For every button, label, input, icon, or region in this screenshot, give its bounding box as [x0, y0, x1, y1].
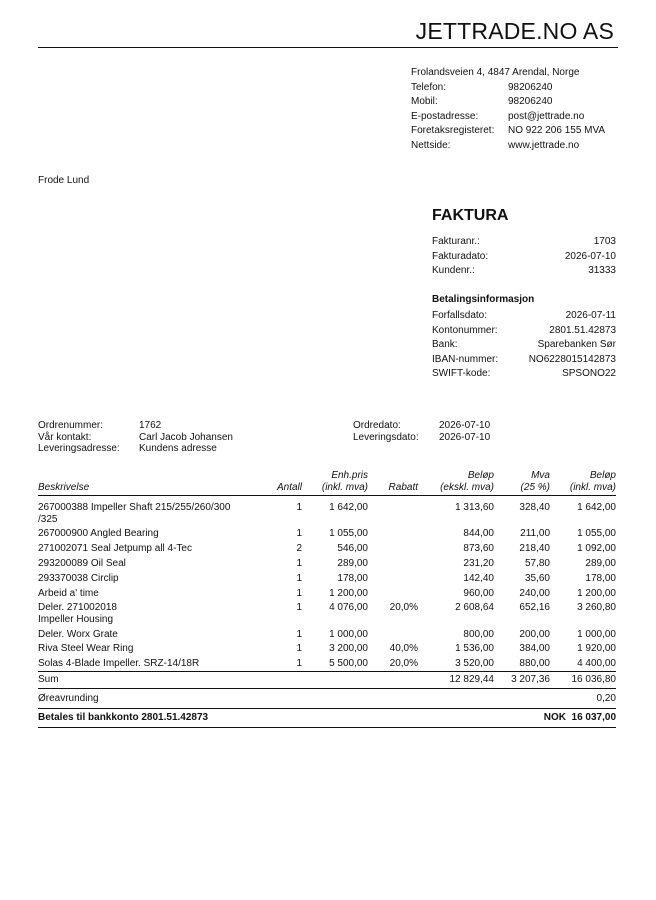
line-qty: 1: [296, 587, 302, 599]
header-unit-price: Enh.pris (inkl. mva): [302, 470, 368, 496]
line-vat: 57,80: [524, 557, 550, 569]
header-vat: Mva (25 %): [494, 470, 550, 496]
customer-name: Frode Lund: [38, 175, 90, 186]
payment-info-title: Betalingsinformasjon: [432, 294, 535, 305]
line-qty: 1: [296, 557, 302, 569]
company-address: Frolandsveien 4, 4847 Arendal, Norge: [411, 67, 580, 78]
line-amount-inc: 289,00: [585, 557, 616, 569]
line-discount: 20,0%: [389, 658, 418, 670]
line-amount-inc: 1 200,00: [577, 587, 616, 599]
line-vat: 652,16: [519, 602, 550, 614]
sum-row: Sum 12 829,44 3 207,36 16 036,80: [38, 672, 616, 688]
payment-fields: [432, 309, 616, 382]
line-unit-price: 289,00: [337, 557, 368, 569]
table-row: [38, 657, 616, 672]
line-vat: 880,00: [519, 658, 550, 670]
line-description: Solas 4-Blade Impeller. SRZ-14/18R: [38, 658, 200, 670]
line-qty: 2: [296, 543, 302, 555]
table-row: [38, 642, 616, 657]
line-description: Riva Steel Wear Ring: [38, 643, 134, 655]
line-amount-ex: 1 313,60: [455, 502, 494, 513]
line-description: Deler. 271002018 Impeller Housing: [38, 602, 117, 625]
line-discount: [368, 556, 418, 571]
line-description: 271002071 Seal Jetpump all 4-Tec: [38, 543, 192, 555]
company-phone: Telefon: 98206240: [411, 81, 553, 93]
table-row: [38, 627, 616, 642]
line-amount-inc: 1 092,00: [577, 543, 616, 555]
line-vat: 35,60: [524, 572, 550, 584]
line-amount-ex: 844,00: [463, 528, 494, 540]
header-divider: [38, 47, 618, 48]
total-row: Betales til bankkonto 2801.51.42873 NOK 16 037,00: [38, 709, 616, 728]
line-qty: 1: [296, 528, 302, 540]
header-description: Beskrivelse: [38, 470, 266, 496]
order-info-right: [353, 420, 490, 443]
line-discount: [368, 496, 418, 527]
line-amount-ex: 142,40: [463, 572, 494, 584]
table-body: [38, 496, 616, 672]
line-unit-price: 3 200,00: [329, 643, 368, 655]
table-row: [38, 542, 616, 557]
line-description: 267000388 Impeller Shaft 215/255/260/300 /325: [38, 502, 231, 525]
line-amount-inc: 1 642,00: [577, 502, 616, 513]
table-row: [38, 586, 616, 601]
bank-name: Bank: Sparebanken Sør: [432, 339, 616, 351]
invoice-date: Fakturadato: 2026-07-10: [432, 250, 616, 262]
line-discount: [368, 571, 418, 586]
line-amount-ex: 231,20: [463, 557, 494, 569]
line-unit-price: 178,00: [337, 572, 368, 584]
invoice-lines-table: [38, 470, 616, 728]
line-description: 293200089 Oil Seal: [38, 557, 126, 569]
line-qty: 1: [296, 628, 302, 640]
order-date: Ordredato: 2026-07-10: [353, 420, 491, 431]
table-header-row: [38, 470, 616, 496]
line-amount-inc: 4 400,00: [577, 658, 616, 670]
line-vat: 211,00: [520, 528, 550, 540]
line-discount: [368, 627, 418, 642]
line-amount-ex: 3 520,00: [455, 658, 494, 670]
line-qty: 1: [296, 658, 302, 670]
header-amount-ex: Beløp (ekskl. mva): [418, 470, 494, 496]
invoice-fields: [432, 235, 616, 279]
rounding-row: Øreavrunding 0,20: [38, 688, 616, 709]
line-qty: 1: [296, 572, 302, 584]
company-mobile: Mobil: 98206240: [411, 96, 553, 107]
line-amount-inc: 1 000,00: [577, 628, 616, 640]
order-number: Ordrenummer: 1762: [38, 420, 162, 431]
line-amount-ex: 800,00: [463, 628, 494, 640]
line-qty: 1: [296, 602, 302, 614]
line-amount-ex: 2 608,64: [455, 602, 494, 614]
line-unit-price: 1 642,00: [329, 502, 368, 513]
line-vat: 200,00: [519, 628, 550, 640]
company-info: [411, 66, 626, 153]
line-amount-ex: 960,00: [463, 587, 494, 599]
company-email: E-postadresse: post@jettrade.no: [411, 110, 585, 122]
line-amount-inc: 178,00: [585, 572, 616, 584]
line-vat: 218,40: [519, 543, 550, 555]
line-amount-inc: 1 055,00: [577, 528, 616, 540]
line-unit-price: 1 055,00: [329, 528, 368, 540]
line-discount: [368, 542, 418, 557]
line-amount-ex: 873,60: [463, 543, 494, 555]
table-row: [38, 496, 616, 527]
delivery-address: Leveringsadresse: Kundens adresse: [38, 443, 217, 454]
line-description: Arbeid a' time: [38, 587, 99, 599]
line-qty: 1: [296, 502, 302, 513]
iban-number: IBAN-nummer: NO6228015142873: [432, 353, 616, 365]
line-discount: 40,0%: [389, 643, 418, 655]
order-info-left: [38, 420, 233, 455]
line-vat: 384,00: [519, 643, 550, 655]
line-qty: 1: [296, 643, 302, 655]
line-vat: 328,40: [519, 502, 550, 513]
line-unit-price: 546,00: [337, 543, 368, 555]
line-description: Deler. Worx Grate: [38, 628, 118, 640]
invoice-title: FAKTURA: [432, 207, 509, 224]
header-qty: Antall: [266, 470, 302, 496]
company-name: JETTRADE.NO AS: [415, 18, 614, 44]
table-row: [38, 527, 616, 542]
table-row: [38, 601, 616, 627]
line-discount: [368, 586, 418, 601]
swift-code: SWIFT-kode: SPSONO22: [432, 368, 616, 380]
line-vat: 240,00: [519, 587, 550, 599]
company-website: Nettside: www.jettrade.no: [411, 139, 580, 151]
table-row: [38, 571, 616, 586]
line-discount: 20,0%: [389, 602, 418, 614]
line-discount: [368, 527, 418, 542]
line-description: 293370038 Circlip: [38, 572, 119, 584]
line-amount-inc: 1 920,00: [577, 643, 616, 655]
our-contact: Vår kontakt: Carl Jacob Johansen: [38, 431, 233, 443]
line-amount-inc: 3 260,80: [577, 602, 616, 614]
header-amount-inc: Beløp (inkl. mva): [550, 470, 616, 496]
line-amount-ex: 1 536,00: [455, 643, 494, 655]
account-number: Kontonummer: 2801.51.42873: [432, 324, 616, 336]
customer-number: Kundenr.: 31333: [432, 265, 616, 277]
line-unit-price: 1 000,00: [329, 628, 368, 640]
delivery-date: Leveringsdato: 2026-07-10: [353, 431, 491, 443]
company-org-number: Foretaksregisteret: NO 922 206 155 MVA: [411, 125, 606, 136]
line-unit-price: 1 200,00: [329, 587, 368, 599]
due-date: Forfallsdato: 2026-07-11: [432, 310, 616, 321]
invoice-number: Fakturanr.: 1703: [432, 236, 616, 247]
line-unit-price: 5 500,00: [329, 658, 368, 670]
table-row: [38, 556, 616, 571]
header-discount: Rabatt: [368, 470, 418, 496]
line-unit-price: 4 076,00: [329, 602, 368, 614]
line-description: 267000900 Angled Bearing: [38, 528, 159, 540]
